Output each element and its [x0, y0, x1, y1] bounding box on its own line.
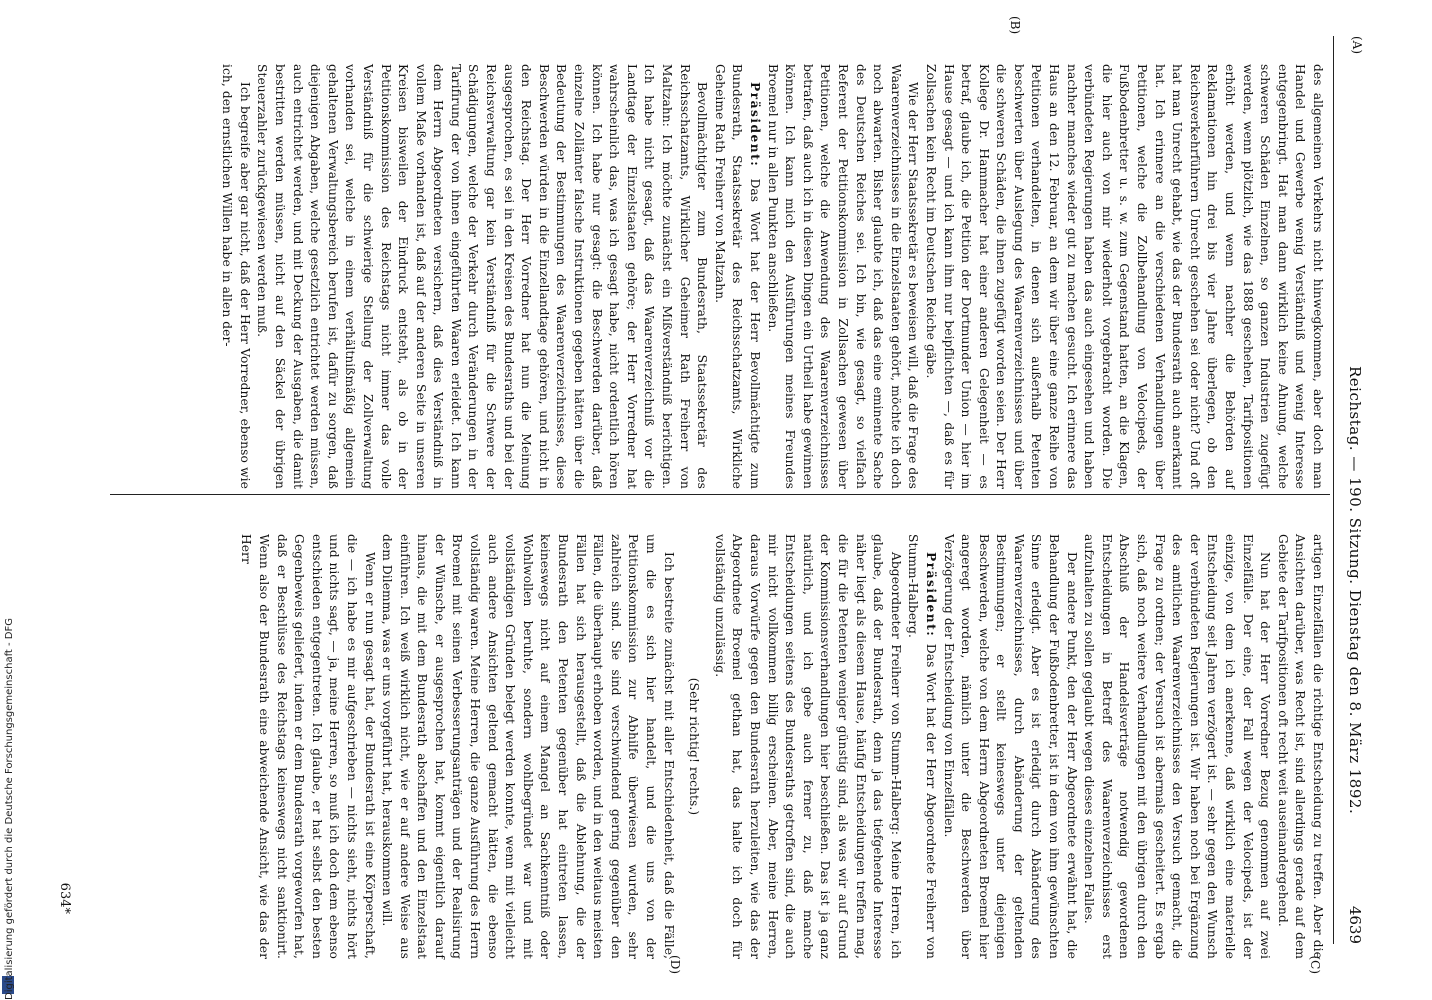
paragraph — [237, 534, 378, 959]
paragraph — [378, 534, 677, 959]
margin-mark-b: (B) — [1008, 16, 1022, 35]
header-rule — [1333, 36, 1334, 944]
paragraph-text: Wenn er nun gesagt hat, der Bundesrath ist eine Körperschaft, die — ich habe es mir aufgeschrieben — nichts sieht, nichts hört und nichts sagt, — ja, meine Herren, so muß ich doch dem ebenso entschieden entgegentreten. Ich glaube, er hat selbst den besten Gegenbeweis geliefert, indem er dem Bundesrath vorgeworfen hat, daß er Beschlüsse des Reichstags keineswegs nicht sanktionirt. Wenn also der Bundesrath eine abweichende Ansicht, wie das der Herr — [239, 534, 377, 959]
page-number: 4639 — [1346, 905, 1364, 944]
paragraph-text: Nun hat der Herr Vorredner Bezug genommen auf zwei Einzelfälle. Der eine, der Fall wegen der Velocipeds, ist der einzige, von dem ich anerkenne, daß wirklich eine materielle Entscheidung seit Jahren verzögert ist. — sehr gegen den Wunsch der verbündeten Regierungen ist. Wir haben noch bei Ergänzung des amtlichen Waarenverzeichnisses den Versuch gemacht, die Frage zu ordnen; der Versuch ist abermals gescheitert. Es ergab sich, daß noch weitere Verhandlungen mit den übrigen durch den Abschluß der Handelsverträge notwendig gewordenen Entscheidungen in Betreff des Waarenverzeichnisses erst aufzuhalten zu sollen geglaubt wegen dieses einzelnen Falles. — [1082, 534, 1273, 959]
paragraph — [253, 64, 710, 489]
signature-mark: 634* — [57, 882, 72, 914]
right-column — [237, 534, 1326, 959]
paragraph — [218, 64, 253, 489]
speaker-label: Präsident: — [923, 552, 938, 644]
speaker-label: Präsident: — [748, 82, 762, 179]
paragraph-text: Der andere Punkt, den der Herr Abgeordnete erwähnt hat, die Behandlung der Fußbodenbretter, ist in dem von ihm gewünschten Sinne erledigt. Aber es ist erledigt durch Abänderung des Waarenverzeichnisses, durch Abänderung der geltenden Bestimmungen; er stellt keineswegs unter diejenigen Beschwerden, welche von dem Herrn Abgeordneten Broemel hier angeregt worden, nämlich unter die Beschwerden über Verzögerung der Entscheidung von Einzelfällen. — [941, 534, 1079, 959]
column-divider — [110, 494, 1330, 495]
paragraph-text: Bevollmächtigter zum Bundesrath, Staatssekretär des Reichsschatzamts, Wirklicher Geheimer Rath Freiherr von Maltzahn: Ich möchte zunächst ein Mißverständniß berichtigen. Ich habe nicht gesagt, daß das Waarenverzeichniß vor die Landtage der Einzelstaaten gehöre; der Herr Vorredner hat wahrscheinlich das, was ich gesagt habe, nicht ordentlich hören können. Ich habe nur gesagt: die Beschwerden darüber, daß einzelne Zollämter falsche Instruktionen gegeben hätten über die Bedeutung der Bestimmungen des Waarenverzeichnisses, diese Beschwerden würden in die Einzellandtage gehören, und nicht in den Reichstag. Der Herr Vorredner hat nun die Meinung ausgesprochen, es sei in den Kreisen des Bundesraths und bei der Reichsverwaltung gar kein Verständniß für die Schwere der Schädigungen, welche der Verkehr durch Veränderungen in der Tarifirung der von ihnen eingeführten Waaren erleidet. Ich kann dem Herrn Abgeordneten versichern, daß dies Verständniß in vollem Maße vorhanden ist, daß auf der anderen Seite in unseren Kreisen bisweilen der Eindruck entsteht, als ob in der Petitionskommission des Reichstags nicht immer das volle Verständniß für die schwierige Stellung der Zollverwaltung vorhanden sei, welche in einem verhältnißmäßig allgemein gehaltenen Verwaltungsbereich berufen ist, dafür zu sorgen, daß diejenigen Abgaben, welche gesetzlich entrichtet werden müssen, auch entrichtet werden, und mit Deckung der Ausgaben, die damit bestritten werden müssen, nicht auf den Säckel der übrigen Steuerzahler zurückgewiesen werden muß. — [255, 64, 710, 489]
header-margin-label: (A) — [1350, 36, 1364, 55]
paragraph — [710, 534, 904, 959]
paragraph-text: Abgeordneter Freiherr von Stumm-Halberg: Meine Herren, ich glaube, daß der Bundesrath, denn ja das tiefgehende Interesse näher liegt als diesem Hause, häufig Entscheidungen treffen mag, die für die Petenten weniger günstig sind, als was wir auf Grund der Kommissionsverhandlungen hier beschließen. Das ist ja ganz natürlich, und ich gebe auch ferner zu, daß manche Entscheidungen seitens des Bundesraths getroffen sind, die auch mir nicht vollkommen billig erscheinen. Aber, meine Herren, daraus Vorwürfe gegen den Bundesrath herzuleiten, wie das der Abgeordnete Broemel gethan hat, das halte ich doch für vollständig unzulässig. — [712, 534, 903, 959]
paragraph-text: Wie der Herr Staatssekretär es beweisen will, daß die Frage des Waarenverzeichnisses in die Einzelstaaten gehört, möchte ich doch noch abwarten. Bisher glaubte ich, daß das eine eminente Sache des Deutschen Reiches sei. Ich bin, wie gesagt, so vielfach Referent der Petitionskommission in Zollsachen gewesen über Petitionen, welche die Anwendung des Waarenverzeichnisses betrafen, daß auch ich in diesen Dingen ein Urtheil habe gewinnen können. Ich kann mich den Ausführungen meines Freundes Broemel nur in allen Punkten anschließen. — [765, 64, 921, 489]
paragraph — [1080, 534, 1274, 959]
paragraph-text: (Sehr richtig! rechts.) — [687, 677, 702, 816]
margin-mark-d: (D) — [668, 955, 682, 974]
paragraph — [904, 534, 939, 959]
paragraph — [921, 64, 1326, 489]
header-title: Reichstag. — 190. Sitzung. Dienstag den 8. März 1892. — [1346, 366, 1364, 815]
paragraph-text: Ich begreife aber gar nicht, daß der Herr Vorredner, ebenso wie ich, den ernstlichen Willen habe in allen der- — [220, 64, 252, 489]
digitization-note: Digitalisierung gefördert durch die Deutsche Forschungsgemeinschaft - DFG — [4, 617, 15, 1000]
paragraph — [685, 534, 703, 959]
paragraph — [1273, 534, 1326, 959]
paragraph-text: des allgemeinen Verkehrs nicht hinwegkommen, aber doch man Handel und Gewerbe wenig Verständniß und wenig Interesse entgegenbringt. Hat man dann wirklich keine Ahnung, welche schweren Schäden Einzelnen, so ganzen Industrien zugefügt werden, wenn plötzlich, wie das 1888 geschehen, Tarifpositionen erhöht werden, und wenn nachher die Behörden auf Reklamationen hin drei bis vier Jahre überlegen, ob den Reichsverkehrführern Unrecht geschehen sei oder nicht? Und oft hat man Unrecht gehabt, wie das der Bundesrath auch anerkannt hat. Ich erinnere an die verschiedenen Verhandlungen über Petitionen, welche die Zollbehandlung von Velocipeds, der Fußbodenbretter u. s. w. zum Gegenstand hatten, an die Klagen, die hier auch von mir wiederholt vorgebracht worden. Die verbündeten Regierungen haben das auch eingesehen und haben nachher manches wieder gut zu machen gesucht. Ich erinnere das Haus an den 12. Februar, an dem wir über eine ganze Reihe von Petitionen verhandelten, in denen sich außerhalb Petenten beschwerten über Auslegung des Waarenverzeichnisses und über die schweren Schäden, die ihnen zugefügt worden seien. Der Herr Kollege Dr. Hammacher hat einer anderen Gelegenheit — es betraf, glaube ich, die Petition der Dortmunder Union — hier im Hause gesagt — und ich kann ihm nur beipflichten —, daß es für Zollsachen kein Recht im Deutschen Reiche gäbe. — [923, 64, 1325, 489]
rotated-page — [52, 14, 1382, 974]
page-header — [1342, 36, 1382, 944]
paragraph — [710, 64, 763, 489]
paragraph-text: artigen Einzelfällen die richtige Entscheidung zu treffen. Aber die Ansichten darüber, was Recht ist, sind allerdings gerade auf dem Gebiete der Tarifpositionen oft recht weit auseinandergehend. — [1275, 534, 1325, 959]
paragraph — [763, 64, 921, 489]
left-column — [218, 64, 1326, 489]
paragraph-text: Das Wort hat der Herr Abgeordnete Freiherr von Stumm-Halberg. — [906, 534, 938, 959]
paragraph-text: Ich bestreite zunächst mit aller Entschiedenheit, daß die Fälle, um die es sich hier handelt, und die uns von der Petitionskommission zur Abhilfe überwiesen wurden, sehr zahlreich sind. Sie sind verschwindend gering gegenüber den Fällen, die überhaupt erhoben worden, und in den weitaus meisten Fällen hat sich herausgestellt, daß die Ablehnung, die der Bundesrath den Petenten gegenüber hat eintreten lassen, keineswegs nicht auf einem Mangel an Sachkenntniß oder Wohlwollen beruhte, sondern wohlbegründet war und mit vollständigen Gründen belegt werden konnte, wenn mit vielleicht auch andere Ansichten geltend gemacht hätten, die ebenso vollständig waren. Meine Herren, die ganze Ausführung des Herrn Broemel mit seinen Verbesserungsanträgen und der Realisirung der Wünsche, er ausgesprochen hat, kommt eigentlich darauf hinaus, die mit dem Bundesrath abschaffen und den Einzelstaat einführen. Ich weiß wirklich nicht, wie er auf andere Weise aus dem Dilemma, was er uns vorgeführt hat, herauskommen will. — [380, 534, 676, 959]
paragraph-text: Das Wort hat der Herr Bevollmächtigte zum Bundesrath, Staatssekretär des Reichsschatzamts, Wirkliche Geheime Rath Freiherr von Maltzahn. — [712, 64, 762, 489]
margin-mark-c: (C) — [1308, 955, 1322, 974]
paragraph — [939, 534, 1080, 959]
